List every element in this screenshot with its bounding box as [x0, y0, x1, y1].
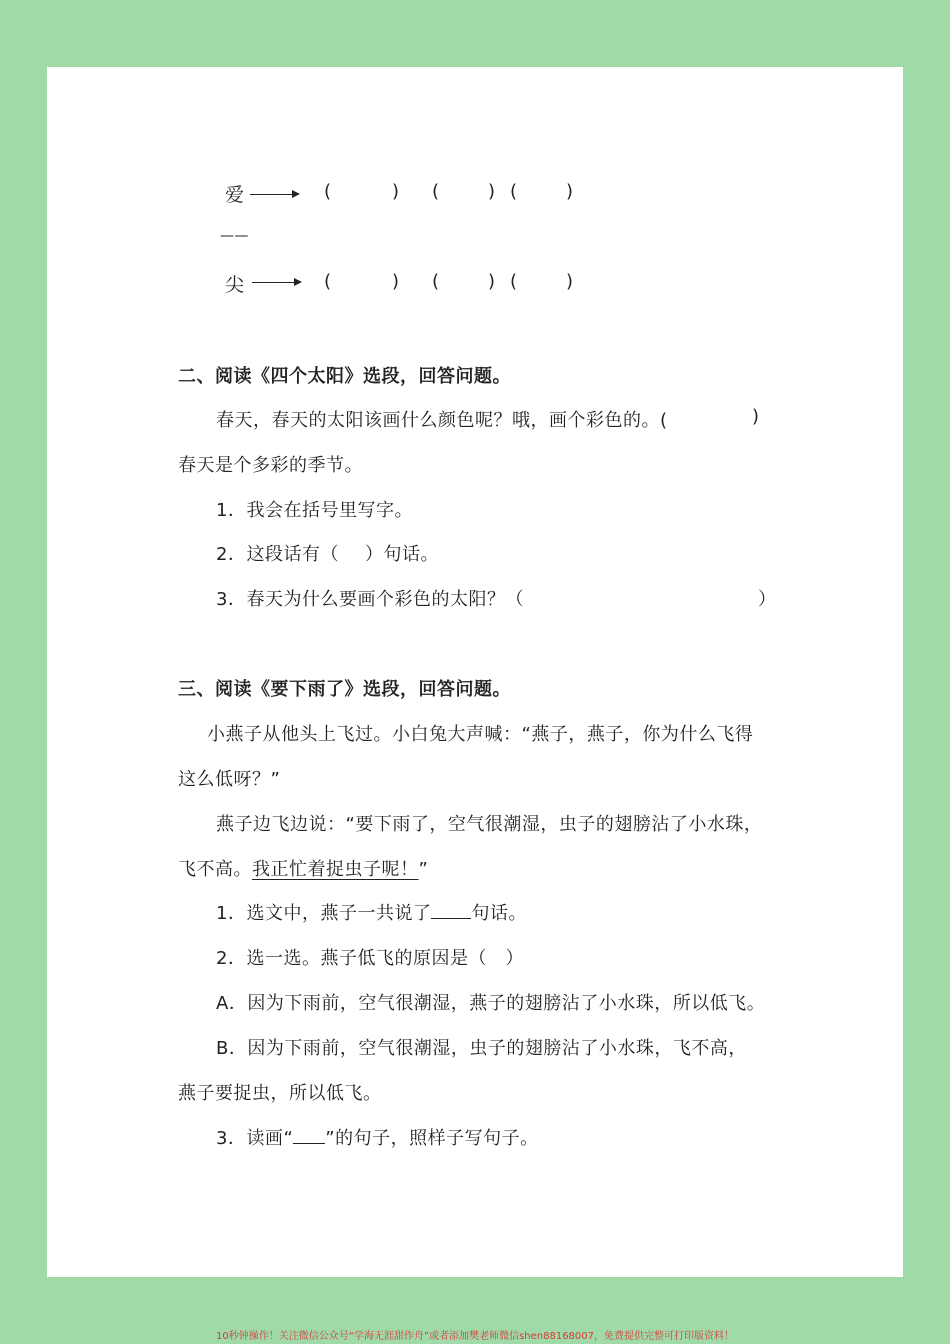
row1-bracket: (	[510, 181, 518, 202]
section3-paragraph2-line2	[178, 855, 428, 881]
section3-paragraph1-line1: 小燕子从他头上飞过。小白兔大声喊：“燕子，燕子，你为什么飞得	[207, 724, 754, 745]
section2-question-3: 3．春天为什么要画个彩色的太阳？（	[216, 589, 524, 610]
quote-blank	[293, 1143, 325, 1144]
question-1-suffix: 句话。	[471, 903, 527, 924]
section3-paragraph2-line1: 燕子边飞边说：“要下雨了，空气很潮湿，虫子的翅膀沾了小水珠，	[216, 814, 763, 835]
question-3-suffix: ”的句子，照样子写句子。	[325, 1128, 539, 1149]
row2-bracket: (	[432, 271, 440, 292]
section2-question-2-suffix: ）句话。	[365, 544, 439, 565]
section3-option-b-line1: B．因为下雨前，空气很潮湿，虫子的翅膀沾了小水珠，飞不高，	[216, 1038, 747, 1059]
row2-bracket: )	[392, 271, 400, 292]
row1-arrow-icon	[250, 194, 298, 195]
row2-char: 尖	[225, 274, 245, 296]
row2-bracket: (	[510, 271, 518, 292]
footer-promo-text: 10秒钟操作！关注微信公众号“学海无涯甜作舟”或者添加樊老师微信shen88168007，免费提供完整可打印版资料！	[215, 1331, 735, 1342]
row1-bracket: )	[488, 181, 496, 202]
row1-char: 爱	[225, 184, 245, 206]
row1-bracket: )	[392, 181, 400, 202]
paragraph2-line2-suffix: ”	[418, 859, 429, 880]
section3-question-3	[216, 1124, 539, 1150]
section2-paragraph-line1: 春天，春天的太阳该画什么颜色呢？哦，画个彩色的。(	[216, 410, 668, 431]
section2-question-1: 1．我会在括号里写字。	[216, 500, 413, 521]
row1-bracket: )	[566, 181, 574, 202]
paragraph2-line2-prefix: 飞不高。	[178, 859, 252, 880]
section3-question-2: 2．选一选。燕子低飞的原因是（ ）	[216, 948, 524, 969]
section2-paragraph-line2: 春天是个多彩的季节。	[178, 455, 363, 476]
section2-paragraph-bracket-close: )	[752, 406, 760, 427]
question-1-prefix: 1．选文中，燕子一共说了	[216, 903, 432, 924]
row2-bracket: )	[566, 271, 574, 292]
row2-bracket: )	[488, 271, 496, 292]
section2-question-2-prefix: 2．这段话有（	[216, 544, 339, 565]
section2-title: 二、阅读《四个太阳》选段，回答问题。	[178, 366, 511, 387]
section3-title: 三、阅读《要下雨了》选段，回答问题。	[178, 679, 511, 700]
answer-blank[interactable]	[431, 918, 471, 919]
section3-option-a: A．因为下雨前，空气很潮湿，燕子的翅膀沾了小水珠，所以低飞。	[216, 993, 766, 1014]
underlined-sentence: 我正忙着捉虫子呢！	[252, 859, 419, 880]
question-3-prefix: 3．读画“	[216, 1128, 294, 1149]
section3-question-1	[216, 899, 527, 925]
row2-bracket: (	[324, 271, 332, 292]
row1-bracket: (	[432, 181, 440, 202]
section3-paragraph1-line2: 这么低呀？”	[178, 769, 281, 790]
worksheet-page	[47, 67, 903, 1277]
section2-question-3-close: ）	[758, 589, 777, 610]
row1-bracket: (	[324, 181, 332, 202]
row2-arrow-icon	[252, 282, 300, 283]
section3-option-b-line2: 燕子要捉虫，所以低飞。	[178, 1083, 382, 1104]
divider-line: ——	[220, 228, 249, 244]
